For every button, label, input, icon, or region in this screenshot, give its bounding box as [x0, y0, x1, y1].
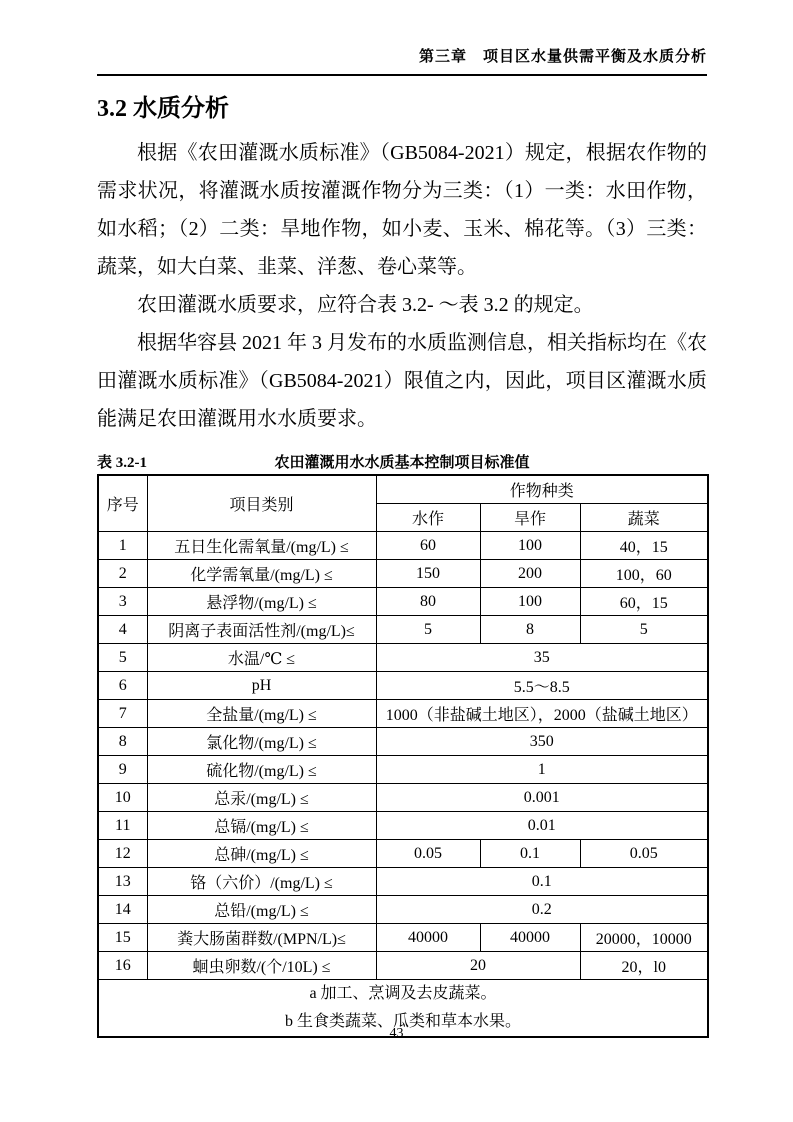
item-name-cell: 总镉/(mg/L) ≤ [147, 812, 376, 840]
row-number-cell: 7 [98, 700, 147, 728]
table-row [98, 812, 708, 840]
value-cell: 0.05 [376, 840, 480, 868]
item-name-cell: 水温/℃ ≤ [147, 644, 376, 672]
value-cell: 0.001 [376, 784, 708, 812]
value-cell: 35 [376, 644, 708, 672]
header-rule [97, 74, 707, 76]
table-row [98, 560, 708, 588]
value-cell: 0.1 [376, 868, 708, 896]
paragraph-requirement: 农田灌溉水质要求，应符合表 3.2- ～表 3.2 的规定。 [137, 294, 594, 316]
value-cell: 20，l0 [580, 952, 708, 980]
table-row [98, 588, 708, 616]
row-number-cell: 6 [98, 672, 147, 700]
value-cell: 5 [376, 616, 480, 644]
row-number-cell: 10 [98, 784, 147, 812]
value-cell: 80 [376, 588, 480, 616]
item-name-cell: 铬（六价）/(mg/L) ≤ [147, 868, 376, 896]
item-name-cell: 粪大肠菌群数/(MPN/L)≤ [147, 924, 376, 952]
table-header-row-1 [98, 475, 708, 504]
table-row [98, 672, 708, 700]
item-name-cell: 全盐量/(mg/L) ≤ [147, 700, 376, 728]
value-cell: 5.5～8.5 [376, 672, 708, 700]
item-name-cell: 悬浮物/(mg/L) ≤ [147, 588, 376, 616]
item-name-cell: 氯化物/(mg/L) ≤ [147, 728, 376, 756]
value-cell: 1000（非盐碱土地区），2000（盐碱土地区） [376, 700, 708, 728]
section-title: 3.2 水质分析 [97, 96, 229, 122]
table-row [98, 784, 708, 812]
row-number-cell: 16 [98, 952, 147, 980]
footnote: a 加工、烹调及去皮蔬菜。 [309, 985, 497, 1002]
row-number-cell: 2 [98, 560, 147, 588]
header-cell-crop-group: 作物种类 [376, 475, 708, 504]
table-row [98, 840, 708, 868]
table-row [98, 924, 708, 952]
table-row [98, 532, 708, 560]
value-cell: 20000，10000 [580, 924, 708, 952]
header-cell-no: 序号 [98, 475, 147, 532]
row-number-cell: 15 [98, 924, 147, 952]
item-name-cell: 总铅/(mg/L) ≤ [147, 896, 376, 924]
table-row [98, 728, 708, 756]
value-cell: 150 [376, 560, 480, 588]
value-cell: 0.05 [580, 840, 708, 868]
item-name-cell: 总砷/(mg/L) ≤ [147, 840, 376, 868]
item-name-cell: 蛔虫卵数/(个/10L) ≤ [147, 952, 376, 980]
row-number-cell: 4 [98, 616, 147, 644]
table-caption-label: 表 3.2-1 [97, 455, 147, 471]
item-name-cell: 化学需氧量/(mg/L) ≤ [147, 560, 376, 588]
table-row [98, 700, 708, 728]
value-cell: 0.2 [376, 896, 708, 924]
row-number-cell: 11 [98, 812, 147, 840]
table-caption-title: 农田灌溉用水水质基本控制项目标准值 [274, 455, 530, 471]
page-number: 43 [389, 1026, 404, 1041]
item-name-cell: 五日生化需氧量/(mg/L) ≤ [147, 532, 376, 560]
table-row [98, 644, 708, 672]
value-cell: 350 [376, 728, 708, 756]
value-cell: 0.1 [480, 840, 580, 868]
row-number-cell: 9 [98, 756, 147, 784]
table-header [98, 475, 708, 532]
row-number-cell: 14 [98, 896, 147, 924]
row-number-cell: 12 [98, 840, 147, 868]
table-row [98, 896, 708, 924]
value-cell: 8 [480, 616, 580, 644]
value-cell: 40000 [376, 924, 480, 952]
table-row [98, 868, 708, 896]
row-number-cell: 13 [98, 868, 147, 896]
row-number-cell: 8 [98, 728, 147, 756]
running-header: 第三章 项目区水量供需平衡及水质分析 [418, 49, 707, 65]
table-row [98, 952, 708, 980]
value-cell: 0.01 [376, 812, 708, 840]
header-cell-paddy: 水作 [376, 504, 480, 532]
table-row [98, 756, 708, 784]
value-cell: 5 [580, 616, 708, 644]
item-name-cell: 阴离子表面活性剂/(mg/L)≤ [147, 616, 376, 644]
value-cell: 60 [376, 532, 480, 560]
table-caption [97, 452, 707, 474]
row-number-cell: 1 [98, 532, 147, 560]
water-quality-standards-table [97, 474, 709, 1038]
value-cell: 20 [376, 952, 580, 980]
value-cell: 1 [376, 756, 708, 784]
value-cell: 100 [480, 532, 580, 560]
value-cell: 100 [480, 588, 580, 616]
item-name-cell: 总汞/(mg/L) ≤ [147, 784, 376, 812]
table-row [98, 616, 708, 644]
row-number-cell: 5 [98, 644, 147, 672]
item-name-cell: 硫化物/(mg/L) ≤ [147, 756, 376, 784]
value-cell: 200 [480, 560, 580, 588]
item-name-cell: pH [147, 672, 376, 700]
row-number-cell: 3 [98, 588, 147, 616]
paragraph-monitoring: 根据华容县 2021 年 3 月发布的水质监测信息，相关指标均在《农田灌溉水质标准》（GB5084-2021）限值之内，因此，项目区灌溉水质能满足农田灌溉用水水质要求。 [97, 332, 707, 430]
standards-table-body [98, 532, 708, 980]
header-cell-vegetable: 蔬菜 [580, 504, 708, 532]
value-cell: 60，15 [580, 588, 708, 616]
value-cell: 40000 [480, 924, 580, 952]
value-cell: 40，15 [580, 532, 708, 560]
footnote: b 生食类蔬菜、瓜类和草本水果。 [285, 1013, 522, 1030]
header-cell-category: 项目类别 [147, 475, 376, 532]
header-cell-dryland: 旱作 [480, 504, 580, 532]
value-cell: 100，60 [580, 560, 708, 588]
paragraph-classification: 根据《农田灌溉水质标准》（GB5084-2021）规定，根据农作物的需求状况，将灌溉水质按灌溉作物分为三类：（1）一类：水田作物，如水稻；（2）二类：旱地作物，如小麦、玉米、棉花等。（3）三类：蔬菜，如大白菜、韭菜、洋葱、卷心菜等。 [97, 142, 707, 278]
